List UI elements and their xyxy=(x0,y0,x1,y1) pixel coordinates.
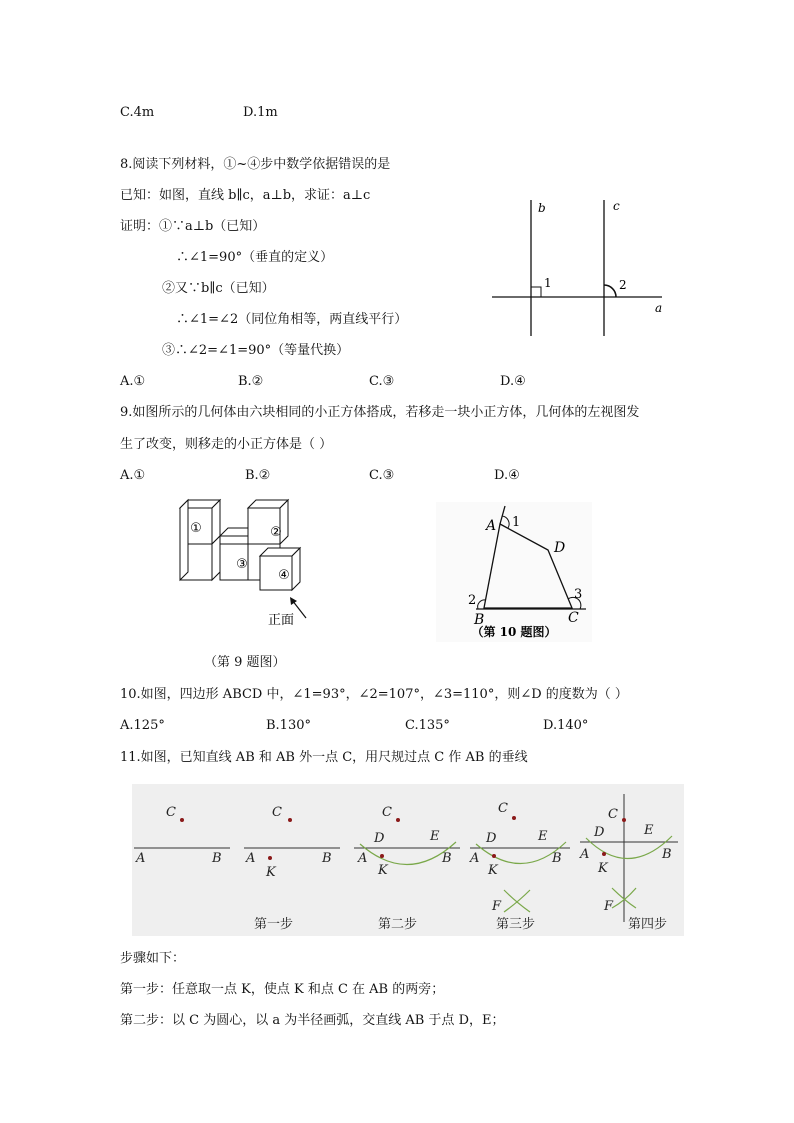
right-angle-mark xyxy=(531,287,541,297)
s2-label-a: A xyxy=(246,851,256,866)
s4-label-b: B xyxy=(552,851,562,866)
s1-point-c xyxy=(180,818,184,822)
cube-left-shade xyxy=(180,500,188,580)
q9-cube-figure xyxy=(176,496,326,628)
s4-label-f: F xyxy=(492,899,502,914)
s2-point-c xyxy=(288,818,292,822)
q11-stem: 11.如图，已知直线 AB 和 AB 外一点 C，用尺规过点 C 作 AB 的垂线 xyxy=(120,750,528,765)
q10-option-c: C.135° xyxy=(405,718,450,733)
s5-label-e: E xyxy=(644,823,654,838)
s3-point-k xyxy=(380,854,384,858)
q11-step-1: 第一步：任意取一点 K，使点 K 和点 C 在 AB 的两旁； xyxy=(120,982,445,997)
q8-proof-line-2: ∴∠1=90°（垂直的定义） xyxy=(176,250,334,265)
s1-label-b: B xyxy=(212,851,222,866)
cube-4-side xyxy=(292,548,300,590)
q10-option-d: D.140° xyxy=(543,718,589,733)
s4-point-c xyxy=(512,816,516,820)
point-c: C xyxy=(568,610,579,626)
cube-bottom-left-side xyxy=(212,536,220,580)
q10-option-a: A.125° xyxy=(120,718,165,733)
angle-label-3: 3 xyxy=(574,587,583,602)
s5-label-k: K xyxy=(598,861,608,876)
angle-2-arc xyxy=(604,285,616,297)
q9-option-d: D.④ xyxy=(494,468,520,483)
q9-stem-line-2: 生了改变，则移走的小正方体是（ ） xyxy=(120,437,333,452)
s2-point-k xyxy=(268,856,272,860)
front-label: 正面 xyxy=(268,613,295,628)
s4-label-a: A xyxy=(470,851,480,866)
angle-label-1: 1 xyxy=(512,515,521,530)
q9-stem-line-1: 9.如图所示的几何体由六块相同的小正方体搭成，若移走一块小正方体，几何体的左视图发 xyxy=(120,405,640,420)
q9-option-b: B.② xyxy=(245,468,271,483)
s5-label-c: C xyxy=(608,807,618,822)
s4-label-e: E xyxy=(538,829,548,844)
s3-label-a: A xyxy=(358,851,368,866)
q10-option-b: B.130° xyxy=(266,718,311,733)
q11-construction-figure xyxy=(132,784,684,936)
q8-option-c: C.③ xyxy=(369,374,395,389)
q8-proof-line-3: ②又∵b∥c（已知） xyxy=(162,281,275,296)
q8-proof-line-1: 证明：①∵a⊥b（已知） xyxy=(120,219,266,234)
label-angle-2: 2 xyxy=(619,278,627,292)
s3-label-e: E xyxy=(430,829,440,844)
s3-point-c xyxy=(396,818,400,822)
step-label-2: 第二步 xyxy=(378,917,418,932)
cube-label-2: ② xyxy=(270,525,282,540)
cube-label-1: ① xyxy=(190,521,202,536)
s3-label-d: D xyxy=(374,831,385,846)
q8-given: 已知：如图，直线 b∥c，a⊥b，求证：a⊥c xyxy=(120,188,371,203)
label-c: c xyxy=(613,199,620,213)
s1-label-a: A xyxy=(136,851,146,866)
step-label-1: 第一步 xyxy=(254,917,294,932)
point-d: D xyxy=(554,540,566,556)
q8-parallel-lines-figure xyxy=(488,196,678,340)
q11-step-2: 第二步：以 C 为圆心，以 a 为半径画弧，交直线 AB 于点 D，E； xyxy=(120,1013,505,1028)
cube-label-4: ④ xyxy=(278,568,290,583)
q10-stem: 10.如图，四边形 ABCD 中，∠1=93°，∠2=107°，∠3=110°，则∠D 的度数为（ ） xyxy=(120,687,628,702)
s2-label-k: K xyxy=(266,865,276,880)
s3-label-c: C xyxy=(382,805,392,820)
s4-label-c: C xyxy=(498,801,508,816)
s5-point-c xyxy=(622,818,626,822)
q8-option-d: D.④ xyxy=(500,374,526,389)
step-label-3: 第三步 xyxy=(496,917,536,932)
q8-proof-line-5: ③∴∠2=∠1=90°（等量代换） xyxy=(162,343,350,358)
label-b: b xyxy=(538,201,546,215)
q11-construction-svg xyxy=(132,784,684,936)
s4-label-k: K xyxy=(488,863,498,878)
q11-steps-title: 步骤如下： xyxy=(120,951,186,966)
s5-label-f: F xyxy=(604,899,614,914)
q9-caption: （第 9 题图） xyxy=(204,655,286,670)
cube-label-3: ③ xyxy=(236,557,248,572)
q8-option-b: B.② xyxy=(238,374,264,389)
s2-label-b: B xyxy=(322,851,332,866)
s5-label-a: A xyxy=(580,847,590,862)
point-a: A xyxy=(486,518,497,534)
option-d-q7: D.1m xyxy=(243,105,278,120)
q8-proof-line-4: ∴∠1=∠2（同位角相等，两直线平行） xyxy=(176,312,408,327)
q9-option-a: A.① xyxy=(120,468,146,483)
s2-label-c: C xyxy=(272,805,282,820)
point-b: B xyxy=(474,612,485,628)
s4-point-k xyxy=(492,854,496,858)
step-label-4: 第四步 xyxy=(628,917,668,932)
s3-label-k: K xyxy=(378,863,388,878)
s3-label-b: B xyxy=(442,851,452,866)
label-angle-1: 1 xyxy=(544,276,552,290)
s4-label-d: D xyxy=(486,831,497,846)
q9-option-c: C.③ xyxy=(369,468,395,483)
q10-quadrilateral-figure xyxy=(436,502,592,642)
angle-label-2: 2 xyxy=(468,593,477,608)
q10-caption: （第 10 题图） xyxy=(471,625,557,639)
s5-label-d: D xyxy=(594,825,605,840)
cube-3-upper xyxy=(220,536,252,544)
front-arrow-head xyxy=(290,597,297,605)
option-c-q7: C.4m xyxy=(120,105,155,120)
label-a: a xyxy=(655,301,663,315)
s1-label-c: C xyxy=(166,805,176,820)
s5-point-k xyxy=(602,852,606,856)
s5-label-b: B xyxy=(662,847,672,862)
q8-stem: 8.阅读下列材料，①~④步中数学依据错误的是 xyxy=(120,157,391,172)
q8-option-a: A.① xyxy=(120,374,146,389)
